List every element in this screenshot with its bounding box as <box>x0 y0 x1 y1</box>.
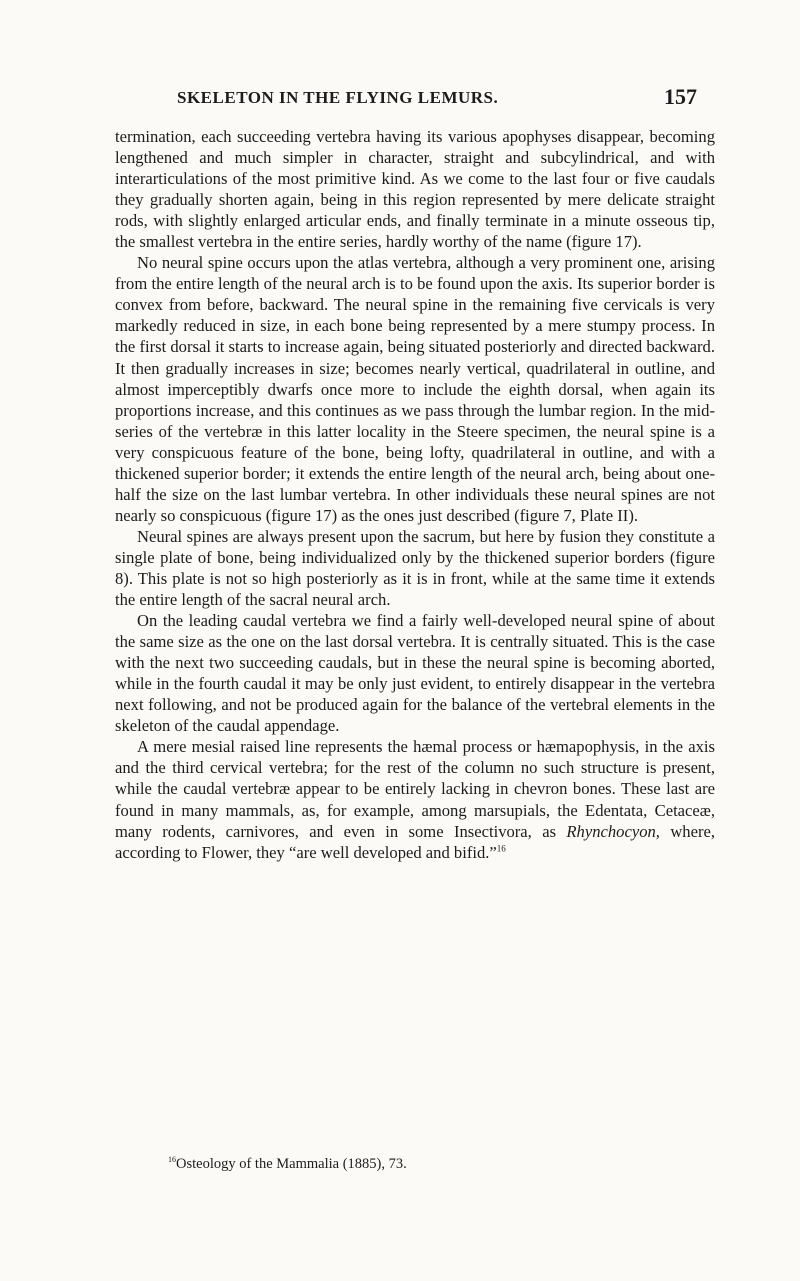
footnote-mark: 16 <box>168 1155 176 1165</box>
footnote-reference: 16 <box>496 843 506 854</box>
paragraph-5-genus-name: Rhynchocyon, <box>566 821 660 841</box>
page-number: 157 <box>664 84 697 109</box>
paragraph-2: No neural spine occurs upon the atlas vertebra, although a very prominent one, arising from the entire length of the neural arch is to be found upon the axis. Its superior border is convex from before, backward. The neural spine in the remaining five cervicals is very markedly reduced in size, in each bone being represented by a mere stumpy process. In the first dorsal it starts to increase again, being situated posteriorly and directed backward. It then gradually increases in size; becomes nearly vertical, quadrilateral in outline, and almost imperceptibly dwarfs once more to include the eighth dorsal, when again its proportions increase, and this continues as we pass through the lumbar region. In the mid-series of the vertebræ in this latter locality in the Steere specimen, the neural spine is a very conspicuous feature of the bone, being lofty, quadrilateral in outline, and with a thickened superior border; it extends the entire length of the neural arch, being about one-half the size on the last lumbar vertebra. In other individuals these neural spines are not nearly so conspicuous (figure 17) as the ones just described (figure 7, Plate II). <box>115 253 715 525</box>
paragraph-3: Neural spines are always present upon the sacrum, but here by fusion they constitute a single plate of bone, being individualized only by the thickened superior borders (figure 8). This plate is not so high posteriorly as it is in front, while at the same time it extends the entire length of the sacral neural arch. <box>115 526 715 610</box>
running-head <box>115 86 715 116</box>
footnote <box>168 1155 728 1173</box>
footnote-text: Osteology of the Mammalia (1885), 73. <box>176 1156 407 1172</box>
paragraph-5-text-after: where, according to Flower, they “are well developed and bifid.” <box>115 821 715 862</box>
running-title: SKELETON IN THE FLYING LEMURS. <box>177 88 499 107</box>
paragraph-5 <box>115 736 715 862</box>
paragraph-4: On the leading caudal vertebra we find a fairly well-developed neural spine of about the same size as the one on the last dorsal vertebra. It is centrally situated. This is the case with the next two succeeding caudals, but in these the neural spine is becoming aborted, while in the fourth caudal it may be only just evident, to entirely disappear in the vertebra next following, and not be produced again for the balance of the vertebral elements in the skeleton of the caudal appendage. <box>115 611 715 736</box>
body-text <box>115 126 715 863</box>
paragraph-5-text-before: A mere mesial raised line represents the hæmal process or hæmapophysis, in the axis and the third cervical vertebra; for the rest of the column no such structure is present, while the caudal vertebræ appear to be entirely lacking in chevron bones. These last are found in many mammals, as, for example, among marsupials, the Edentata, Cetaceæ, many rodents, carnivores, and even in some Insectivora, as <box>115 737 715 841</box>
paragraph-1: termination, each succeeding vertebra having its various apophyses disappear, becoming lengthened and much simpler in character, straight and subcylindrical, and with interarticulations of the most primitive kind. As we come to the last four or five caudals they gradually shorten again, being in this region represented by mere delicate straight rods, with slightly enlarged articular ends, and finally terminate in a minute osseous tip, the smallest vertebra in the entire series, hardly worthy of the name (figure 17). <box>115 127 715 252</box>
